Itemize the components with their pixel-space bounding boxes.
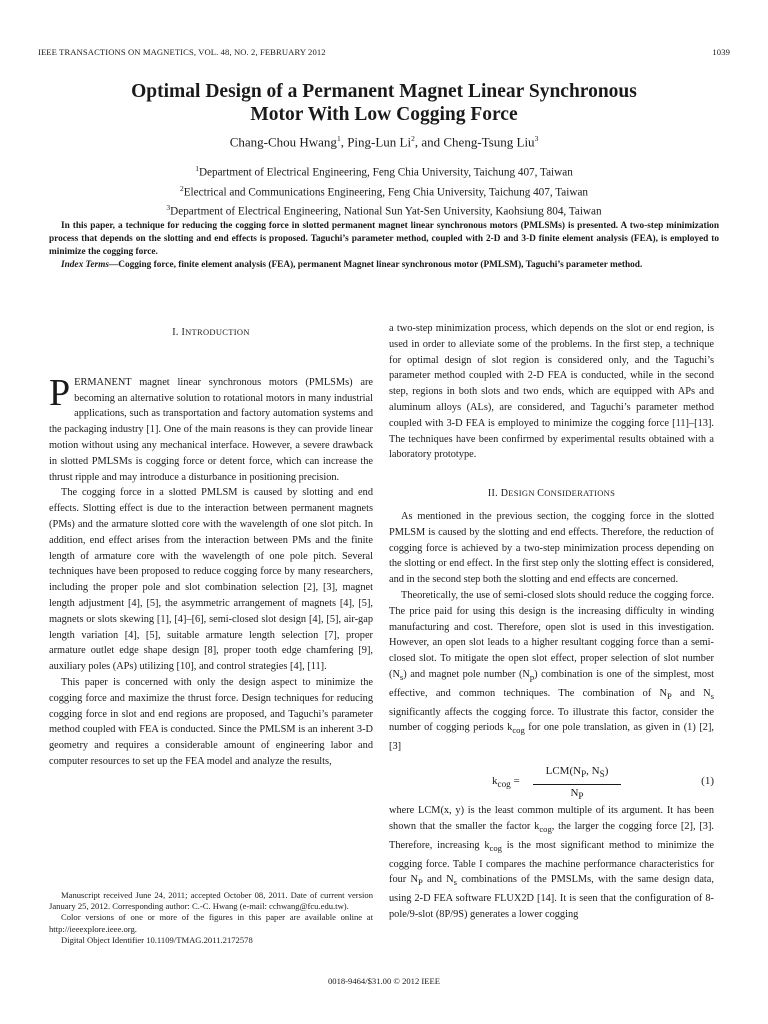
intro-continuation: a two-step minimization process, which depends on the slot or end region, is used in order to alleviate some of the problems. In the first step, a technique for optimal design of slot region is considered only, and the Taguchi’s parameter method coupled with 2-D FEA is conducted, while in the second step, regions in both slots and two ends, which are equipped with APs and aluminum alloys (ALs), are considered, and Taguchi’s parameter method coupled with 3-D FEA is employed to minimize the cogging force [11]–[13]. The techniques have been confirmed by experimental results obtained with a laboratory prototype.	[389, 323, 714, 461]
affiliation-text: Department of Electrical Engineering, National Sun Yat-Sen University, Kaohsiung 804, Taiwan	[170, 206, 602, 219]
author-name: Ping-Lun Li	[347, 134, 412, 150]
paper-title	[0, 80, 768, 126]
footnote-received: Manuscript received June 24, 2011; accepted October 08, 2011. Date of current version January 25, 2012. Corresponding author: C.-C. Hwang (e-mail: cchwang@fcu.edu.tw).	[49, 890, 373, 912]
eq-text: , N	[586, 765, 600, 778]
affiliation	[0, 181, 768, 201]
text-run: significantly affects the cogging force. To illustrate this factor, consider the number of cogging periods k	[389, 706, 714, 734]
abstract-text: In this paper, a technique for reducing the cogging force in slotted permanent magnet linear synchronous motors (PMLSMs) is presented. A two-step minimization process that depends on the slotting and end effects is proposed. Taguchi’s parameter method, coupled with 2-D and 3-D finite element analysis (FEA), is employed to minimize the cogging force.	[49, 221, 719, 257]
design-paragraph-3	[389, 803, 714, 923]
author-sup: 1	[336, 134, 341, 143]
affiliation-list	[0, 161, 768, 220]
section-title-initial: D	[500, 488, 509, 500]
subscript: P	[417, 877, 423, 888]
eq-subscript: P	[581, 769, 587, 780]
text-run: ) and magnet pole number (N	[403, 668, 530, 680]
text-run: , the larger the cogging force [2], [3]. Therefore, increasing k	[389, 820, 714, 851]
subscript: P	[666, 690, 672, 701]
text-run: where LCM(x, y) is the least common multiple of its argument. It has been shown that the smaller the factor k	[389, 805, 714, 832]
text-run: is the most significant method to minimize the cogging force. Table I compares the machine performance characteristics for four N	[389, 839, 714, 886]
index-terms-label: Index Terms	[61, 259, 109, 270]
design-paragraph-1: As mentioned in the previous section, the cogging force in the slotted PMLSM is caused by the slotting and end effects. Therefore, the reduction of cogging force is achieved by a two-step minimization process depending on the slotting or end effect. In the first step only the slotting effect is considered, and in the second step both the slotting and end effects are concerned.	[389, 510, 714, 586]
author-list	[0, 134, 768, 150]
equation-denominator	[533, 785, 621, 805]
section-heading-introduction	[49, 325, 373, 341]
subscript: s	[453, 877, 457, 888]
footnote-doi: Digital Object Identifier 10.1109/TMAG.2011.2172578	[61, 934, 253, 945]
affiliation-text: Electrical and Communications Engineering, Feng Chia University, Taichung 407, Taiwan	[183, 186, 589, 199]
journal-name: IEEE TRANSACTIONS ON MAGNETICS, VOL. 48, NO. 2, FEBRUARY 2012	[38, 47, 326, 57]
copyright-footer: 0018-9464/$31.00 © 2012 IEEE	[327, 976, 441, 986]
subscript: s	[399, 672, 404, 682]
author-sep: ,	[340, 134, 348, 150]
equation-lhs: $k_{cog}$ =	[492, 775, 520, 790]
section-title-rest: ONSIDERATIONS	[544, 488, 616, 499]
subscript: cog	[489, 842, 502, 853]
manuscript-footnote	[49, 890, 373, 946]
section-number: II.	[487, 488, 501, 500]
intro-paragraph-2: The cogging force in a slotted PMLSM is caused by slotting and end effects. Slotting effect is due to the interaction between permanent magnets (PMs) and the armature slotted core with the wavelength of one slot pitch. In addition, end effect arises from the interaction between PMs and the finite length of armature core with the wavelength of one pole pitch. Several techniques have been proposed to reduce cogging force by many researchers, including the proper pole and slot combination selection [2], [3], magnet length adjustment [4], [5], the asymmetric arrangement of magnets [4], [5], magnets or slots skewing [1], [4]–[6], semi-closed slot design [4], [5], air-gap length variation [4], [5], suitable armature length selection [7], proper armature outlet edge shape design [8], proper tooth edge chamfering [9], auxiliary poles (APs) utilizing [10], and control strategies [4], [11].	[49, 487, 373, 673]
equation-1	[389, 764, 714, 802]
section-title-rest: NTRODUCTION	[185, 327, 250, 337]
eq-text: LCM(N	[545, 765, 582, 778]
section-title-initial: I	[181, 327, 186, 338]
author-name: Cheng-Tsung Liu	[443, 134, 535, 150]
author-name: Chang-Chou Hwang	[229, 134, 337, 150]
intro-paragraph-3: This paper is concerned with only the design aspect to minimize the cogging force and maximize the thrust force. Design techniques for reducing cogging force in slot and end regions are proposed, and Taguchi’s parameter method coupled with FEA is conducted. Since the PMLSM is an inherent 3-D geometry and requires a considerable amount of engineering labor and computer resources to set up the FEA model and analyze the results,	[49, 676, 373, 767]
title-line-2: Motor With Low Cogging Force	[250, 104, 518, 125]
author-sep: , and	[414, 134, 444, 150]
affiliation-sup: 2	[179, 183, 184, 193]
subscript: cog	[539, 823, 552, 834]
eq-subscript: P	[578, 791, 584, 802]
title-line-1: Optimal Design of a Permanent Magnet Linear Synchronous	[131, 81, 637, 102]
text-run: ) combination is one of the simplest, most effective, and common techniques. The combination of N	[389, 668, 714, 699]
subscript: p	[529, 672, 535, 682]
intro-paragraph-1	[49, 371, 373, 486]
section-heading-design	[389, 486, 714, 502]
page-number: 1039	[712, 47, 730, 57]
text-run: combinations of the PMSLMs, with the same design data, using 2-D FEA software FLUX2D [14]. It is seen that the configuration of 8-pole/9-slot (8P/9S) generates a lower cogging	[389, 874, 714, 921]
section-title-initial: C	[537, 488, 545, 500]
author-sup: 2	[411, 134, 415, 143]
section-number: I.	[172, 327, 182, 338]
eq-subscript: cog	[497, 779, 511, 790]
equation-number: (1)	[701, 775, 714, 788]
subscript: cog	[512, 725, 525, 736]
dropcap-letter: P	[49, 371, 71, 414]
left-column	[49, 325, 373, 770]
equation-fraction	[533, 764, 621, 805]
affiliation	[0, 161, 768, 181]
index-terms	[49, 259, 719, 272]
eq-symbol: k	[492, 775, 498, 788]
design-paragraph-2	[389, 588, 714, 755]
intro-paragraph-1-text: ERMANENT magnet linear synchronous motors (PMLSMs) are becoming an alternative solution to rotational motors in many industrial applications, such as transportation and factory automation systems and the packaging industry [1]. One of the main reasons is they can provide linear motion without using any mechanical interface. However, a severe drawback in slotted PMLSMs is cogging force or detent force, which can increase the thrust ripple and may introduce a disturbance in positioning precision.	[49, 376, 373, 483]
equation-numerator	[533, 764, 621, 785]
author-sup: 3	[534, 134, 539, 143]
running-header	[38, 47, 730, 59]
affiliation-sup: 3	[166, 203, 171, 213]
eq-text: N	[570, 787, 579, 800]
eq-subscript: S	[599, 769, 605, 780]
text-run: and N	[671, 687, 711, 699]
text-run: for one pole translation, as given in (1) [2], [3]	[389, 722, 714, 753]
index-terms-text: —Cogging force, finite element analysis (FEA), permanent Magnet linear synchronous motor (PMLSM), Taguchi’s parameter method.	[108, 259, 643, 270]
affiliation-sup: 1	[195, 164, 199, 173]
subscript: s	[710, 690, 714, 701]
text-run: and N	[422, 874, 454, 886]
text-run: Theoretically, the use of semi-closed slots should reduce the cogging force. The price paid for using this design is the increasing difficulty in winding manufacturing and cost. Therefore, open slot is used in this investigation. However, an open slot leads to a higher resultant cogging force than a semi-closed slot. To mitigate the open slot effect, proper selection of slot number (N	[389, 589, 714, 680]
affiliation-text: Department of Electrical Engineering, Feng Chia University, Taichung 407, Taiwan	[198, 166, 573, 179]
footnote-color: Color versions of one or more of the figures in this paper are available online at http://ieeexplore.ieee.org.	[49, 912, 373, 934]
section-title-rest: ESIGN	[508, 488, 538, 499]
affiliation	[0, 200, 768, 220]
abstract	[49, 220, 719, 272]
right-column	[389, 321, 714, 923]
eq-text: )	[604, 765, 609, 778]
